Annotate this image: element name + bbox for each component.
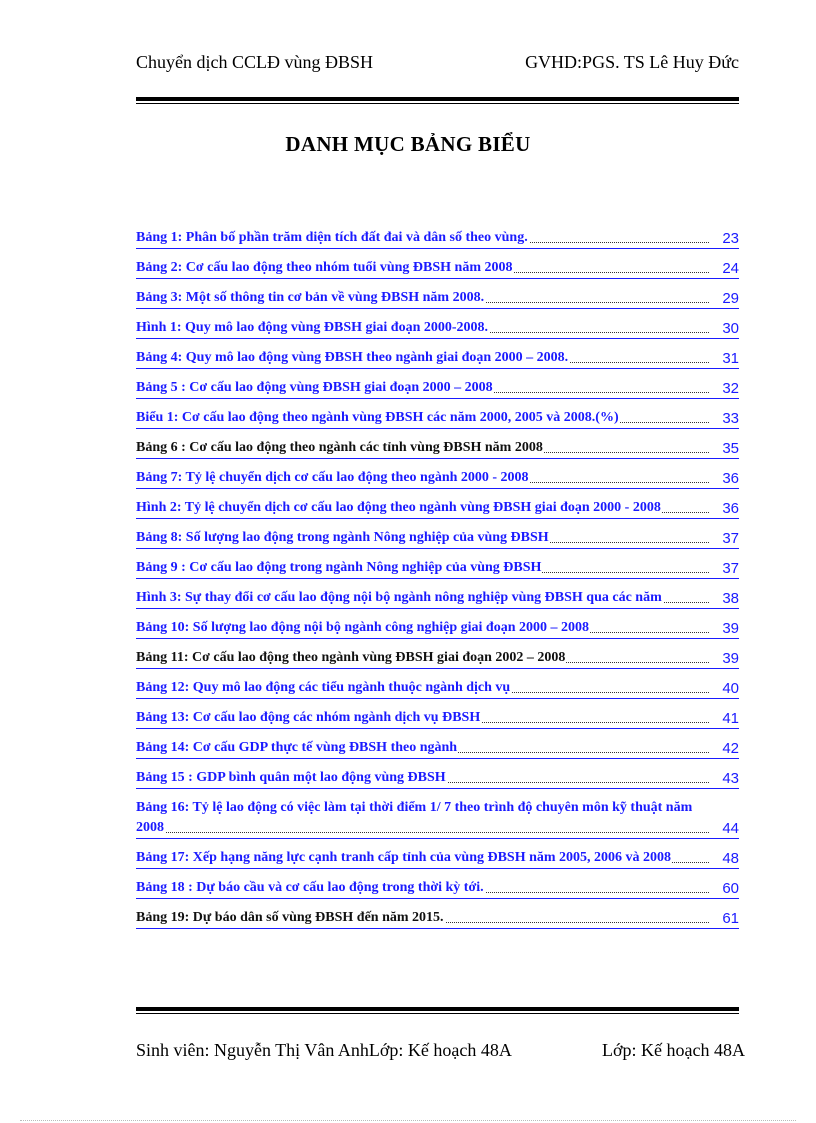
toc-entry-label[interactable]: Bảng 17: Xếp hạng năng lực cạnh tranh cấp tỉnh của vùng ĐBSH năm 2005, 2006 và 2008 xyxy=(136,850,672,865)
toc-entry-label[interactable]: Bảng 6 : Cơ cấu lao động theo ngành các tỉnh vùng ĐBSH năm 2008 xyxy=(136,440,543,455)
header-right-advisor: GVHD:PGS. TS Lê Huy Đức xyxy=(525,52,739,72)
toc-entry-page[interactable]: 32 xyxy=(718,380,739,397)
footer-rule xyxy=(136,1007,739,1014)
toc-entry-label[interactable]: Bảng 19: Dự báo dân số vùng ĐBSH đến năm 2015. xyxy=(136,910,444,925)
toc-entry-label[interactable]: Bảng 13: Cơ cấu lao động các nhóm ngành dịch vụ ĐBSH xyxy=(136,710,481,725)
toc-entry-page[interactable]: 61 xyxy=(718,910,739,927)
toc-entry-label[interactable]: Biểu 1: Cơ cấu lao động theo ngành vùng ĐBSH các năm 2000, 2005 và 2008.(%) xyxy=(136,410,619,425)
header-rule xyxy=(136,97,739,104)
toc-entry-label[interactable]: Bảng 2: Cơ cấu lao động theo nhóm tuổi vùng ĐBSH năm 2008 xyxy=(136,260,513,275)
toc-entry-label[interactable]: Bảng 11: Cơ cấu lao động theo ngành vùng ĐBSH giai đoạn 2002 – 2008 xyxy=(136,650,566,665)
toc-entry-page[interactable]: 39 xyxy=(718,650,739,667)
toc-entry-label[interactable]: Bảng 15 : GDP bình quân một lao động vùng ĐBSH xyxy=(136,770,446,785)
toc-entry-label[interactable]: Hình 2: Tỷ lệ chuyển dịch cơ cấu lao động theo ngành vùng ĐBSH giai đoạn 2000 - 2008 xyxy=(136,500,661,515)
toc-entry-label[interactable]: Bảng 18 : Dự báo cầu và cơ cấu lao động trong thời kỳ tới. xyxy=(136,880,484,895)
toc-entry[interactable] xyxy=(136,798,739,839)
toc-entry-page[interactable]: 44 xyxy=(718,820,739,837)
toc-entry[interactable] xyxy=(136,678,739,699)
toc-entry-page[interactable]: 33 xyxy=(718,410,739,427)
toc-entry[interactable] xyxy=(136,348,739,369)
toc-entry-page[interactable]: 43 xyxy=(718,770,739,787)
toc-entry[interactable] xyxy=(136,738,739,759)
toc-entry-page[interactable]: 40 xyxy=(718,680,739,697)
page-header xyxy=(136,52,739,80)
toc-entry-label-continued[interactable]: 2008 xyxy=(136,820,164,835)
toc-entry-label[interactable]: Bảng 12: Quy mô lao động các tiểu ngành thuộc ngành dịch vụ xyxy=(136,680,511,695)
toc-entry-page[interactable]: 42 xyxy=(718,740,739,757)
table-of-figures xyxy=(136,228,739,938)
toc-entry-page[interactable]: 41 xyxy=(718,710,739,727)
toc-entry[interactable] xyxy=(136,228,739,249)
toc-entry-label[interactable]: Bảng 7: Tỷ lệ chuyển dịch cơ cấu lao động theo ngành 2000 - 2008 xyxy=(136,470,529,485)
toc-entry[interactable] xyxy=(136,648,739,669)
toc-entry[interactable] xyxy=(136,708,739,729)
toc-entry-label[interactable]: Bảng 10: Số lượng lao động nội bộ ngành công nghiệp giai đoạn 2000 – 2008 xyxy=(136,620,589,635)
toc-entry-page[interactable]: 38 xyxy=(718,590,739,607)
toc-entry-page[interactable]: 48 xyxy=(718,850,739,867)
toc-entry-page[interactable]: 31 xyxy=(718,350,739,367)
toc-entry[interactable] xyxy=(136,618,739,639)
header-left-title: Chuyển dịch CCLĐ vùng ĐBSH xyxy=(136,52,374,72)
footer-class: Lớp: Kế hoạch 48A xyxy=(602,1040,745,1060)
toc-entry-label[interactable]: Hình 1: Quy mô lao động vùng ĐBSH giai đoạn 2000-2008. xyxy=(136,320,489,335)
toc-entry[interactable] xyxy=(136,378,739,399)
toc-entry[interactable] xyxy=(136,528,739,549)
toc-entry[interactable] xyxy=(136,318,739,339)
toc-entry[interactable] xyxy=(136,768,739,789)
page-title: DANH MỤC BẢNG BIỂU xyxy=(285,132,531,156)
toc-entry-label[interactable]: Bảng 3: Một số thông tin cơ bản về vùng ĐBSH năm 2008. xyxy=(136,290,485,305)
toc-entry-label[interactable]: Bảng 1: Phân bố phần trăm diện tích đất đai và dân số theo vùng. xyxy=(136,230,528,245)
toc-entry[interactable] xyxy=(136,438,739,459)
toc-entry[interactable] xyxy=(136,588,739,609)
toc-entry[interactable] xyxy=(136,908,739,929)
footer-student: Sinh viên: Nguyễn Thị Vân AnhLớp: Kế hoạch 48A xyxy=(136,1040,512,1060)
toc-entry-label[interactable]: Bảng 8: Số lượng lao động trong ngành Nông nghiệp của vùng ĐBSH xyxy=(136,530,549,545)
toc-entry-page[interactable]: 36 xyxy=(718,470,739,487)
toc-leader-dots xyxy=(136,832,709,833)
toc-entry-page[interactable]: 60 xyxy=(718,880,739,897)
toc-entry-page[interactable]: 37 xyxy=(718,530,739,547)
toc-entry-page[interactable]: 30 xyxy=(718,320,739,337)
toc-entry-label[interactable]: Bảng 14: Cơ cấu GDP thực tế vùng ĐBSH theo ngành xyxy=(136,740,458,755)
toc-entry[interactable] xyxy=(136,408,739,429)
toc-entry[interactable] xyxy=(136,878,739,899)
toc-entry[interactable] xyxy=(136,498,739,519)
toc-entry[interactable] xyxy=(136,468,739,489)
toc-entry-page[interactable]: 37 xyxy=(718,560,739,577)
toc-entry-label[interactable]: Hình 3: Sự thay đổi cơ cấu lao động nội bộ ngành nông nghiệp vùng ĐBSH qua các năm xyxy=(136,590,662,605)
toc-entry-page[interactable]: 23 xyxy=(718,230,739,247)
toc-entry-label[interactable]: Bảng 9 : Cơ cấu lao động trong ngành Nông nghiệp của vùng ĐBSH xyxy=(136,560,542,575)
toc-entry-page[interactable]: 35 xyxy=(718,440,739,457)
toc-entry-page[interactable]: 36 xyxy=(718,500,739,517)
page-bottom-border xyxy=(20,1120,796,1121)
toc-entry-label[interactable]: Bảng 4: Quy mô lao động vùng ĐBSH theo ngành giai đoạn 2000 – 2008. xyxy=(136,350,569,365)
toc-entry[interactable] xyxy=(136,558,739,579)
toc-entry-page[interactable]: 29 xyxy=(718,290,739,307)
toc-entry-page[interactable]: 39 xyxy=(718,620,739,637)
toc-entry-label[interactable]: Bảng 16: Tỷ lệ lao động có việc làm tại thời điểm 1/ 7 theo trình độ chuyên môn kỹ thuật năm xyxy=(136,800,693,815)
toc-entry[interactable] xyxy=(136,848,739,869)
toc-entry[interactable] xyxy=(136,258,739,279)
toc-entry[interactable] xyxy=(136,288,739,309)
toc-entry-label[interactable]: Bảng 5 : Cơ cấu lao động vùng ĐBSH giai đoạn 2000 – 2008 xyxy=(136,380,493,395)
toc-entry-page[interactable]: 24 xyxy=(718,260,739,277)
